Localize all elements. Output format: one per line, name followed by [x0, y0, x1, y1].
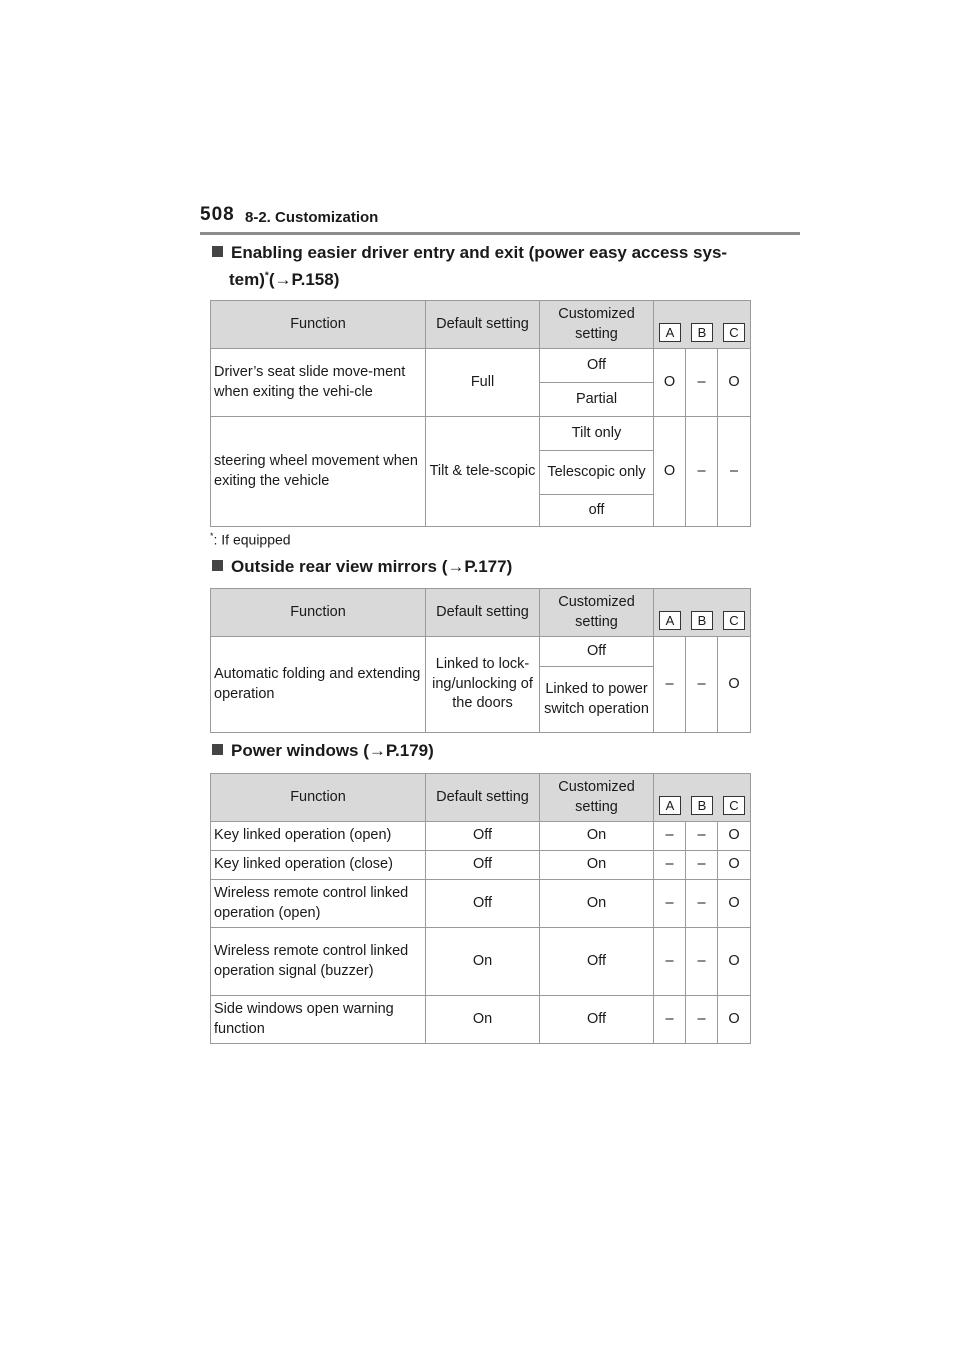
cell-default: Off [426, 851, 540, 880]
col-header-default: Default setting [426, 589, 540, 637]
heading-power-windows [212, 741, 434, 761]
square-bullet-icon [212, 560, 223, 571]
cell-c: O [718, 637, 751, 733]
cell-option: Off [540, 349, 654, 383]
page-number: 508 [200, 204, 235, 225]
cell-default: On [426, 996, 540, 1044]
square-bullet-icon [212, 246, 223, 257]
cell-c: O [718, 880, 751, 928]
cell-function: Side windows open warning function [211, 996, 426, 1044]
cell-b: – [686, 822, 718, 851]
cell-c: O [718, 928, 751, 996]
col-header-default: Default setting [426, 301, 540, 349]
cell-b: – [686, 417, 718, 527]
cell-function: Key linked operation (close) [211, 851, 426, 880]
cell-a: – [654, 880, 686, 928]
cell-b: – [686, 880, 718, 928]
cell-b: – [686, 637, 718, 733]
col-header-customized: Customized setting [540, 589, 654, 637]
table-row [211, 417, 751, 451]
cell-b: – [686, 851, 718, 880]
cell-default: Tilt & tele-scopic [426, 417, 540, 527]
cell-default: Off [426, 822, 540, 851]
cell-function: Automatic folding and extending operation [211, 637, 426, 733]
heading-text-line2: tem) [229, 270, 265, 289]
heading-outside-mirrors [212, 557, 512, 577]
letter-b: B [691, 323, 713, 342]
col-header-default: Default setting [426, 774, 540, 822]
col-header-function: Function [211, 301, 426, 349]
cell-function: Driver’s seat slide move-ment when exiting the vehi-cle [211, 349, 426, 417]
cell-a: – [654, 851, 686, 880]
heading-power-easy-access-line2 [229, 270, 339, 290]
letter-c: C [723, 323, 745, 342]
cell-option: Telescopic only [540, 451, 654, 495]
cell-c: – [718, 417, 751, 527]
table-row [211, 996, 751, 1044]
cell-default: Off [426, 880, 540, 928]
footnote-mark: * [264, 270, 269, 282]
col-header-function: Function [211, 774, 426, 822]
cell-b: – [686, 996, 718, 1044]
cell-c: O [718, 349, 751, 417]
page-reference: (→P.158) [268, 270, 340, 289]
footnote [210, 531, 291, 548]
cell-option: Partial [540, 383, 654, 417]
heading-power-easy-access [212, 243, 772, 263]
cell-b: – [686, 928, 718, 996]
col-header-abc [654, 301, 751, 349]
cell-option: Tilt only [540, 417, 654, 451]
section-title: 8-2. Customization [245, 209, 379, 226]
table-row [211, 349, 751, 383]
cell-function: Wireless remote control linked operation (open) [211, 880, 426, 928]
cell-option: off [540, 495, 654, 527]
table-row [211, 928, 751, 996]
cell-option: Linked to power switch operation [540, 667, 654, 733]
cell-c: O [718, 996, 751, 1044]
col-header-customized: Customized setting [540, 774, 654, 822]
cell-default: Full [426, 349, 540, 417]
cell-custom: Off [540, 928, 654, 996]
letter-b: B [691, 611, 713, 630]
footnote-text: : If equipped [213, 531, 291, 548]
table-power-windows [210, 773, 751, 1044]
cell-a: – [654, 996, 686, 1044]
cell-a: – [654, 822, 686, 851]
footnote-mark: * [210, 531, 214, 541]
cell-function: steering wheel movement when exiting the vehicle [211, 417, 426, 527]
heading-text: Outside rear view mirrors (→P.177) [231, 557, 513, 576]
table-row [211, 880, 751, 928]
cell-c: O [718, 822, 751, 851]
cell-function: Wireless remote control linked operation signal (buzzer) [211, 928, 426, 996]
cell-default: Linked to lock-ing/unlocking of the doors [426, 637, 540, 733]
cell-option: Off [540, 637, 654, 667]
cell-a: – [654, 637, 686, 733]
letter-a: A [659, 323, 681, 342]
cell-function: Key linked operation (open) [211, 822, 426, 851]
header-rule [200, 232, 800, 235]
table-outside-mirrors [210, 588, 751, 733]
square-bullet-icon [212, 744, 223, 755]
cell-custom: On [540, 822, 654, 851]
letter-c: C [723, 611, 745, 630]
cell-c: O [718, 851, 751, 880]
letter-c: C [723, 796, 745, 815]
cell-custom: On [540, 851, 654, 880]
cell-a: O [654, 417, 686, 527]
heading-text: Enabling easier driver entry and exit (power easy access sys- [231, 243, 728, 262]
col-header-customized: Customized setting [540, 301, 654, 349]
letter-a: A [659, 611, 681, 630]
cell-default: On [426, 928, 540, 996]
col-header-function: Function [211, 589, 426, 637]
heading-text: Power windows (→P.179) [231, 741, 434, 760]
col-header-abc [654, 774, 751, 822]
cell-custom: Off [540, 996, 654, 1044]
cell-a: O [654, 349, 686, 417]
cell-a: – [654, 928, 686, 996]
table-row [211, 851, 751, 880]
col-header-abc [654, 589, 751, 637]
cell-b: – [686, 349, 718, 417]
cell-custom: On [540, 880, 654, 928]
letter-b: B [691, 796, 713, 815]
table-row [211, 822, 751, 851]
table-power-easy-access [210, 300, 751, 527]
letter-a: A [659, 796, 681, 815]
table-row [211, 637, 751, 667]
